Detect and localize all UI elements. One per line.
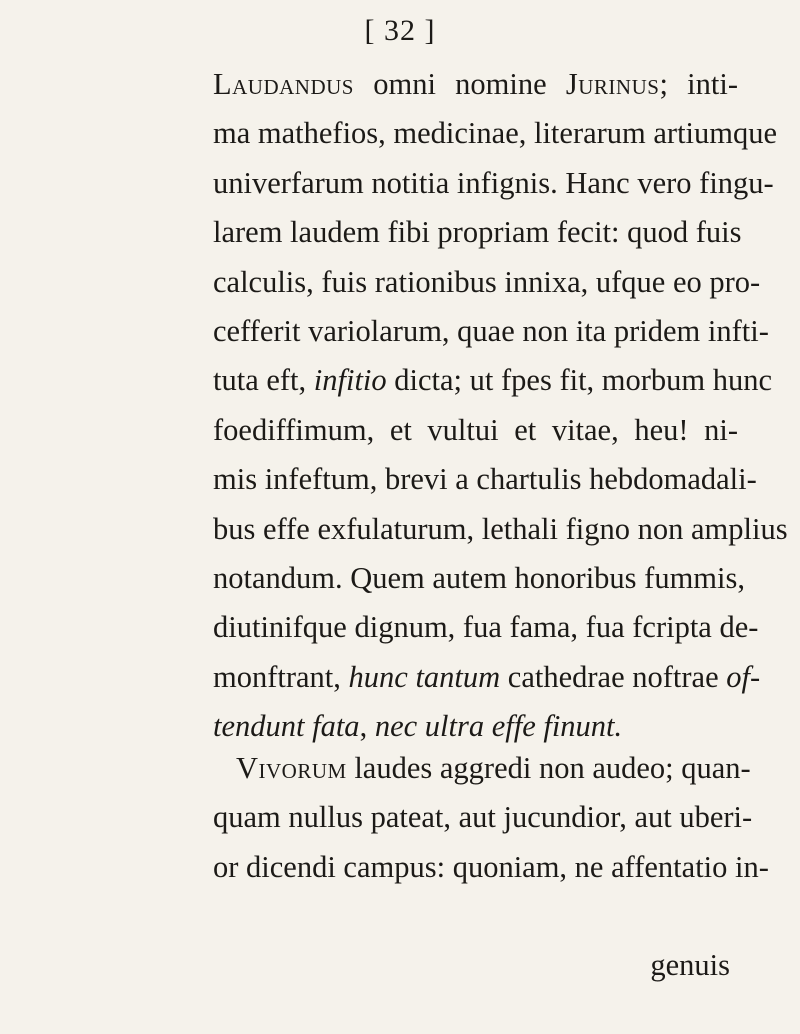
- text-line: or dicendi campus: quoniam, ne affentatio in-: [213, 849, 769, 884]
- text-line: cefferit variolarum, quae non ita pridem infti-: [213, 313, 769, 348]
- italic-phrase: hunc tantum: [348, 659, 501, 694]
- opening-word: Laudandus: [213, 67, 354, 101]
- line-text: dicta; ut fpes fit, morbum hunc: [386, 363, 773, 398]
- line-text: omni nomine: [353, 67, 566, 101]
- text-line: larem laudem fibi propriam fecit: quod fuis: [213, 215, 742, 250]
- text-line: quam nullus pateat, aut jucundior, aut uberi-: [213, 800, 753, 835]
- italic-phrase: tendunt fata: [213, 709, 360, 744]
- text-line: [213, 653, 761, 702]
- text-line: [213, 744, 751, 793]
- italic-term: infitio: [313, 363, 387, 398]
- line-text: laudes aggredi non audeo; quan-: [346, 751, 751, 785]
- text-line: diutinifque dignum, fua fama, fua fcripta de-: [213, 610, 759, 645]
- text-line: univerfarum notitia infignis. Hanc vero fingu-: [213, 165, 774, 200]
- text-line: mis infeftum, brevi a chartulis hebdomadali-: [213, 462, 757, 497]
- line-text: ,: [359, 709, 375, 744]
- text-line: notandum. Quem autem honoribus fummis,: [213, 560, 745, 595]
- text-line: foediffimum, et vultui et vitae, heu! ni-: [213, 412, 738, 447]
- page-number: [ 32 ]: [364, 14, 436, 47]
- line-text: monftrant,: [213, 659, 349, 694]
- text-line: calculis, fuis rationibus innixa, ufque eo pro-: [213, 264, 761, 299]
- paragraph-2: [213, 744, 769, 892]
- paragraph-1: [213, 60, 788, 751]
- proper-name: Jurinus: [565, 67, 660, 101]
- line-text: tuta eft,: [213, 363, 314, 398]
- text-line: bus effe exfulaturum, lethali figno non amplius: [213, 511, 788, 546]
- italic-phrase: of-: [726, 659, 761, 694]
- opening-word: Vivorum: [236, 751, 347, 785]
- text-line: [213, 356, 773, 405]
- text-line: [213, 60, 738, 109]
- italic-phrase: nec ultra effe finunt.: [374, 709, 623, 744]
- line-text: ; inti-: [659, 67, 738, 101]
- text-line: ma mathefios, medicinae, literarum artiumque: [213, 116, 778, 151]
- line-text: cathedrae noftrae: [500, 659, 727, 694]
- catchword: genuis: [650, 948, 730, 982]
